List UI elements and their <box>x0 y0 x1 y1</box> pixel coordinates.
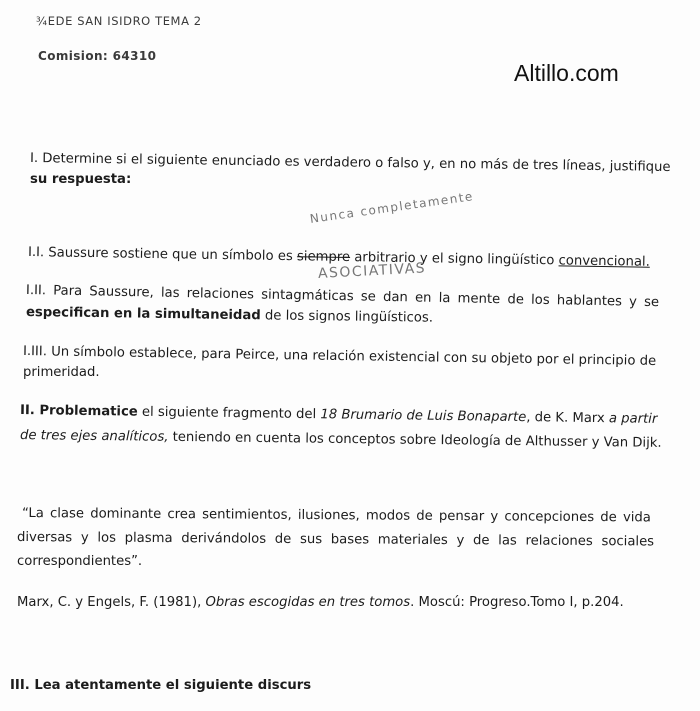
section-ii-book-title: 18 Brumario de Luis Bonaparte <box>320 407 527 426</box>
watermark-text: Altillo.com <box>514 60 619 86</box>
comision-header: Comision: 64310 <box>38 49 157 63</box>
section-iii-title: III. Lea atentamente el siguiente discurs <box>10 678 312 693</box>
reference-authors: Marx, C. y Engels, F. (1981), <box>17 595 206 610</box>
section-ii-b: , de K. Marx <box>526 410 610 427</box>
item-i3-line2: primeridad. <box>23 365 100 380</box>
item-i2-line2 <box>26 305 433 326</box>
item-i2-bold: especifican en la simultaneidad <box>25 305 261 324</box>
reference-rest: . Moscú: Progreso.Tomo I, p.204. <box>410 595 624 610</box>
quote-line2: diversas y los plasma derivándolos de sus bases materiales y de las relaciones sociales <box>16 530 655 550</box>
quote-line1: “La clase dominante crea sentimientos, ilusiones, modos de pensar y concepciones de vida <box>21 506 651 526</box>
reference-book: Obras escogidas en tres tomos <box>205 595 411 610</box>
section-ii-rest: teniendo en cuenta los conceptos sobre Ideología de Althusser y Van Dijk. <box>168 429 662 451</box>
section-ii-bold: II. Problematice <box>19 403 138 420</box>
section-ii-line1 <box>20 403 658 427</box>
section-ii-c: a partir <box>608 411 658 427</box>
item-i2-text: I.II. Para Saussure, las relaciones sintagmáticas se dan en la mente de los hablantes y se <box>25 283 660 311</box>
sede-header: ¾EDE SAN ISIDRO TEMA 2 <box>36 14 202 28</box>
instruction-text: I. Determine si el siguiente enunciado es verdadero o falso y, en no más de tres líneas, justifique <box>29 151 671 175</box>
section-ii-line2 <box>20 428 662 451</box>
item-i2-rest: de los signos lingüísticos. <box>260 308 434 326</box>
handwritten-note-nunca: Nunca completamente <box>309 189 475 226</box>
handwritten-note-asociativas: ASOCIATIVAS <box>317 260 427 282</box>
item-i1-middle: arbitrario y el signo lingüístico <box>349 250 559 269</box>
section-i-instruction-line2: su respuesta: <box>30 172 132 187</box>
item-i1-siempre: siempre <box>296 249 351 266</box>
quote-line3: correspondientes”. <box>17 554 143 569</box>
item-i1-convencional: convencional. <box>558 253 650 270</box>
section-ii-a: el siguiente fragmento del <box>137 404 321 423</box>
item-i1-prefix: I.I. Saussure sostiene que un símbolo es <box>27 245 298 265</box>
section-ii-ital: de tres ejes analíticos, <box>19 428 169 445</box>
reference-line <box>17 595 624 610</box>
item-i3-line1: I.III. Un símbolo establece, para Peirce, una relación existencial con su objeto por el principio de <box>22 344 657 369</box>
